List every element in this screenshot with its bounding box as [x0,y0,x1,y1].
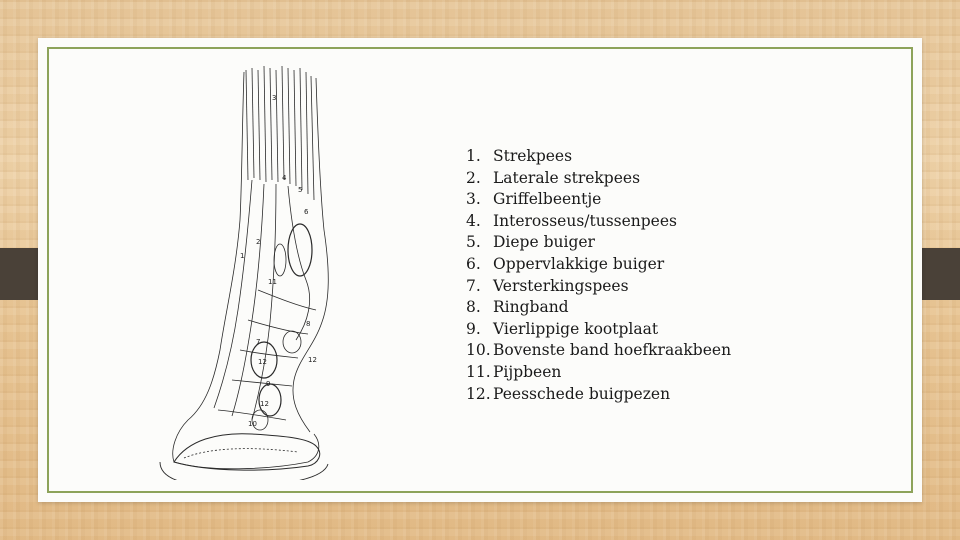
legend-item-number: 11. [466,362,491,381]
legend-item-label: Pijpbeen [493,362,562,381]
legend-item-number: 3. [466,190,481,209]
legend-item-number: 9. [466,319,481,338]
figure-label-10: 10 [248,420,257,428]
legend-item [466,276,731,298]
legend-item [466,384,731,406]
legend-item-label: Oppervlakkige buiger [493,254,665,273]
legend-item-label: Bovenste band hoefkraakbeen [493,341,732,360]
figure-label-2: 2 [256,238,261,246]
figure-label-8: 8 [306,320,311,328]
legend-item-label: Diepe buiger [493,233,595,252]
legend-item-label: Interosseus/tussenpees [493,211,677,230]
legend-item-label: Laterale strekpees [493,168,641,187]
anatomy-legend-list [466,146,731,405]
legend-item [466,146,731,168]
legend-item-label: Versterkingspees [493,276,629,295]
figure-label-9: 9 [266,380,271,388]
figure-label-5: 5 [298,186,303,194]
legend-item-label: Strekpees [493,147,573,165]
figure-label-12-lower: 12 [260,400,269,408]
legend-item-number: 2. [466,168,481,187]
legend-item [466,189,731,211]
figure-label-1: 1 [240,252,245,260]
legend-item-label: Vierlippige kootplaat [493,319,659,338]
legend-item-number: 6. [466,254,481,273]
figure-label-6: 6 [304,208,309,216]
legend-item [466,319,731,341]
legend-item [466,211,731,233]
legend-item-label: Griffelbeentje [493,190,602,209]
legend-item-number: 7. [466,276,481,295]
legend-item [466,340,731,362]
legend-item-label: Peesschede buigpezen [493,384,671,403]
legend-item-number: 4. [466,211,481,230]
legend-item [466,254,731,276]
figure-label-12-right: 12 [308,356,317,364]
legend-item-number: 5. [466,233,481,252]
figure-number-labels [240,94,317,428]
legend-item-number: 12. [466,384,491,403]
figure-label-4: 4 [282,174,287,182]
legend-item-number: 10. [466,341,491,360]
legend-item-number: 8. [466,298,481,317]
figure-label-7: 7 [256,338,261,346]
legend-item [466,232,731,254]
figure-label-11: 11 [268,278,277,286]
legend-item [466,362,731,384]
figure-label-12-middle: 12 [258,358,267,366]
legend-item-number: 1. [466,147,481,165]
legend-item-label: Ringband [493,298,569,317]
figure-label-3: 3 [272,94,277,102]
legend-item [466,297,731,319]
horse-leg-anatomy-illustration [148,60,338,480]
slide-panel [38,38,922,502]
legend-item [466,168,731,190]
